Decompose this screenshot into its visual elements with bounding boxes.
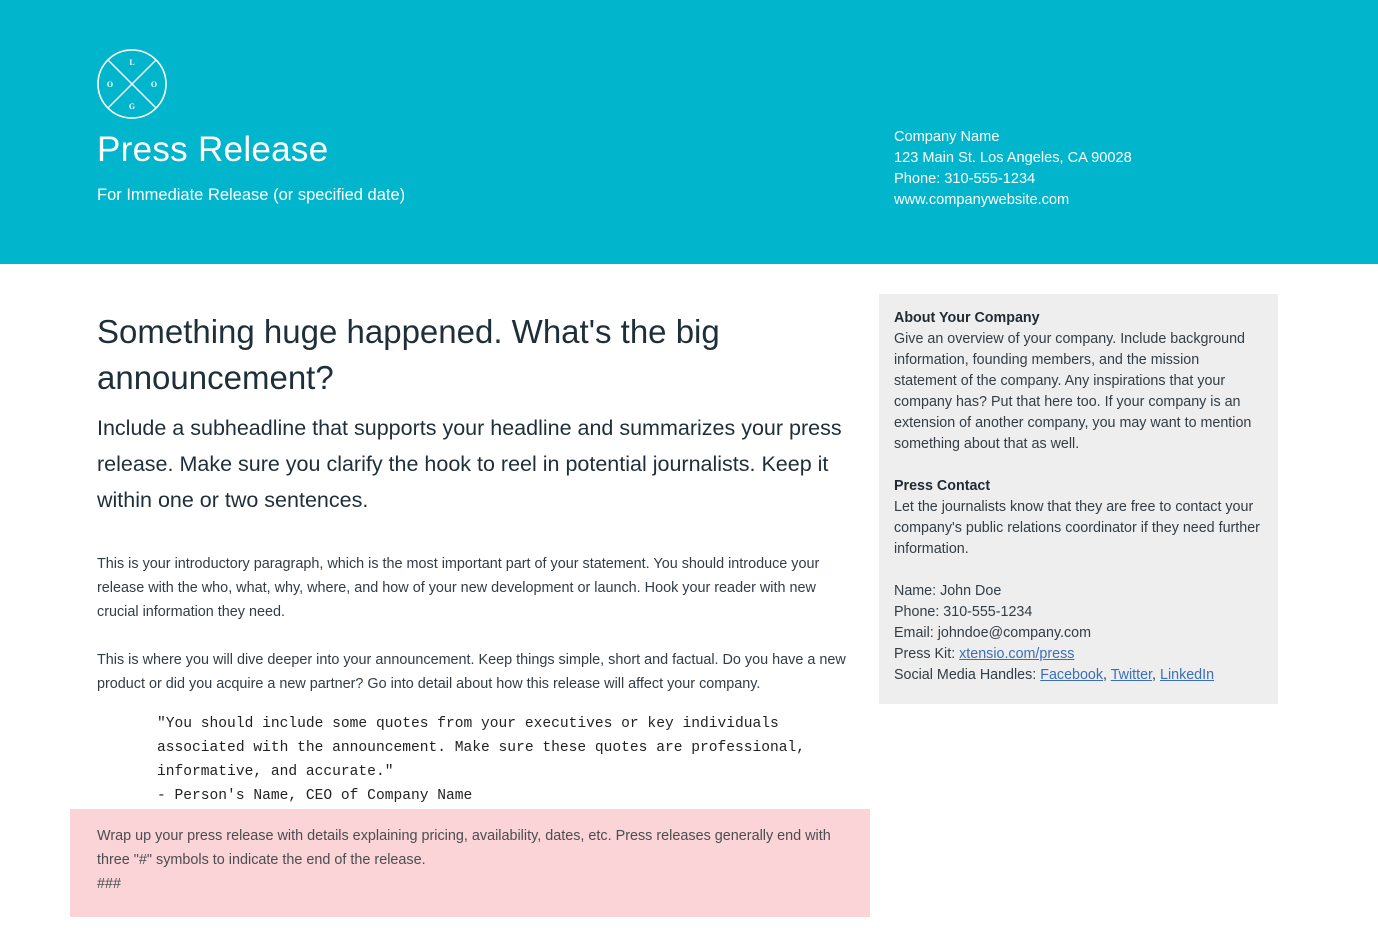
logo-letter-left: O [106, 80, 114, 89]
logo [97, 49, 167, 119]
release-date-note: For Immediate Release (or specified date) [97, 186, 406, 204]
social-separator: , [1103, 667, 1111, 683]
page-header [0, 0, 1378, 264]
intro-paragraph: This is your introductory paragraph, which is the most important part of your statement. You should introduce your release with the who, what, why, where, and how of your new development or launch. Hook your reader with new crucial information they need. [97, 556, 820, 620]
company-website: www.companywebsite.com [894, 192, 1070, 208]
press-contact-heading: Press Contact [894, 478, 991, 494]
contact-phone: Phone: 310-555-1234 [894, 604, 1033, 620]
page-title: Press Release [97, 130, 329, 169]
logo-letter-right: O [150, 80, 158, 89]
headline: Something huge happened. What's the big announcement? [97, 313, 720, 396]
wrap-up-box [70, 809, 870, 917]
press-kit [894, 644, 1263, 665]
executive-quote [157, 712, 857, 808]
about-heading: About Your Company [894, 310, 1040, 326]
social-label: Social Media Handles: [894, 667, 1041, 683]
company-name: Company Name [894, 129, 1000, 145]
about-text: Give an overview of your company. Include background information, founding members, and the mission statement of the company. Any inspirations that your company has? Put that here too. If your company is an extension of another company, you may want to mention something about that as well. [894, 331, 1252, 452]
company-info [894, 127, 1132, 211]
linkedin-link[interactable]: LinkedIn [1160, 667, 1215, 683]
detail-paragraph: This is where you will dive deeper into your announcement. Keep things simple, short and factual. Do you have a new product or did you acquire a new partner? Go into detail about how this release will affect your company. [97, 652, 846, 692]
press-kit-label: Press Kit: [894, 646, 960, 662]
logo-letter-bottom: G [128, 102, 136, 111]
sidebar [879, 294, 1278, 704]
company-address: 123 Main St. Los Angeles, CA 90028 [894, 150, 1132, 166]
social-media-handles [894, 665, 1263, 686]
wrap-up-text: Wrap up your press release with details explaining pricing, availability, dates, etc. Press releases generally end with three "#" symbols to indicate the end of the release. [97, 828, 831, 868]
company-phone: Phone: 310-555-1234 [894, 171, 1036, 187]
facebook-link[interactable]: Facebook [1040, 667, 1104, 683]
press-kit-link[interactable]: xtensio.com/press [959, 646, 1075, 662]
logo-letter-top: L [129, 58, 135, 67]
logo-icon [97, 49, 167, 119]
subheadline: Include a subheadline that supports your headline and summarizes your press release. Make sure you clarify the hook to reel in potential journalists. Keep it within one or two sentences. [97, 416, 842, 512]
social-separator: , [1152, 667, 1160, 683]
end-marker: ### [97, 876, 122, 892]
contact-email: Email: johndoe@company.com [894, 625, 1092, 641]
twitter-link[interactable]: Twitter [1110, 667, 1153, 683]
contact-name: Name: John Doe [894, 583, 1002, 599]
press-contact-text: Let the journalists know that they are free to contact your company's public relations coordinator if they need further information. [894, 499, 1260, 557]
quote-attribution: - Person's Name, CEO of Company Name [157, 788, 473, 804]
quote-text: "You should include some quotes from your executives or key individuals associated with the announcement. Make sure these quotes are professional, informative, and accurate." [157, 716, 806, 780]
